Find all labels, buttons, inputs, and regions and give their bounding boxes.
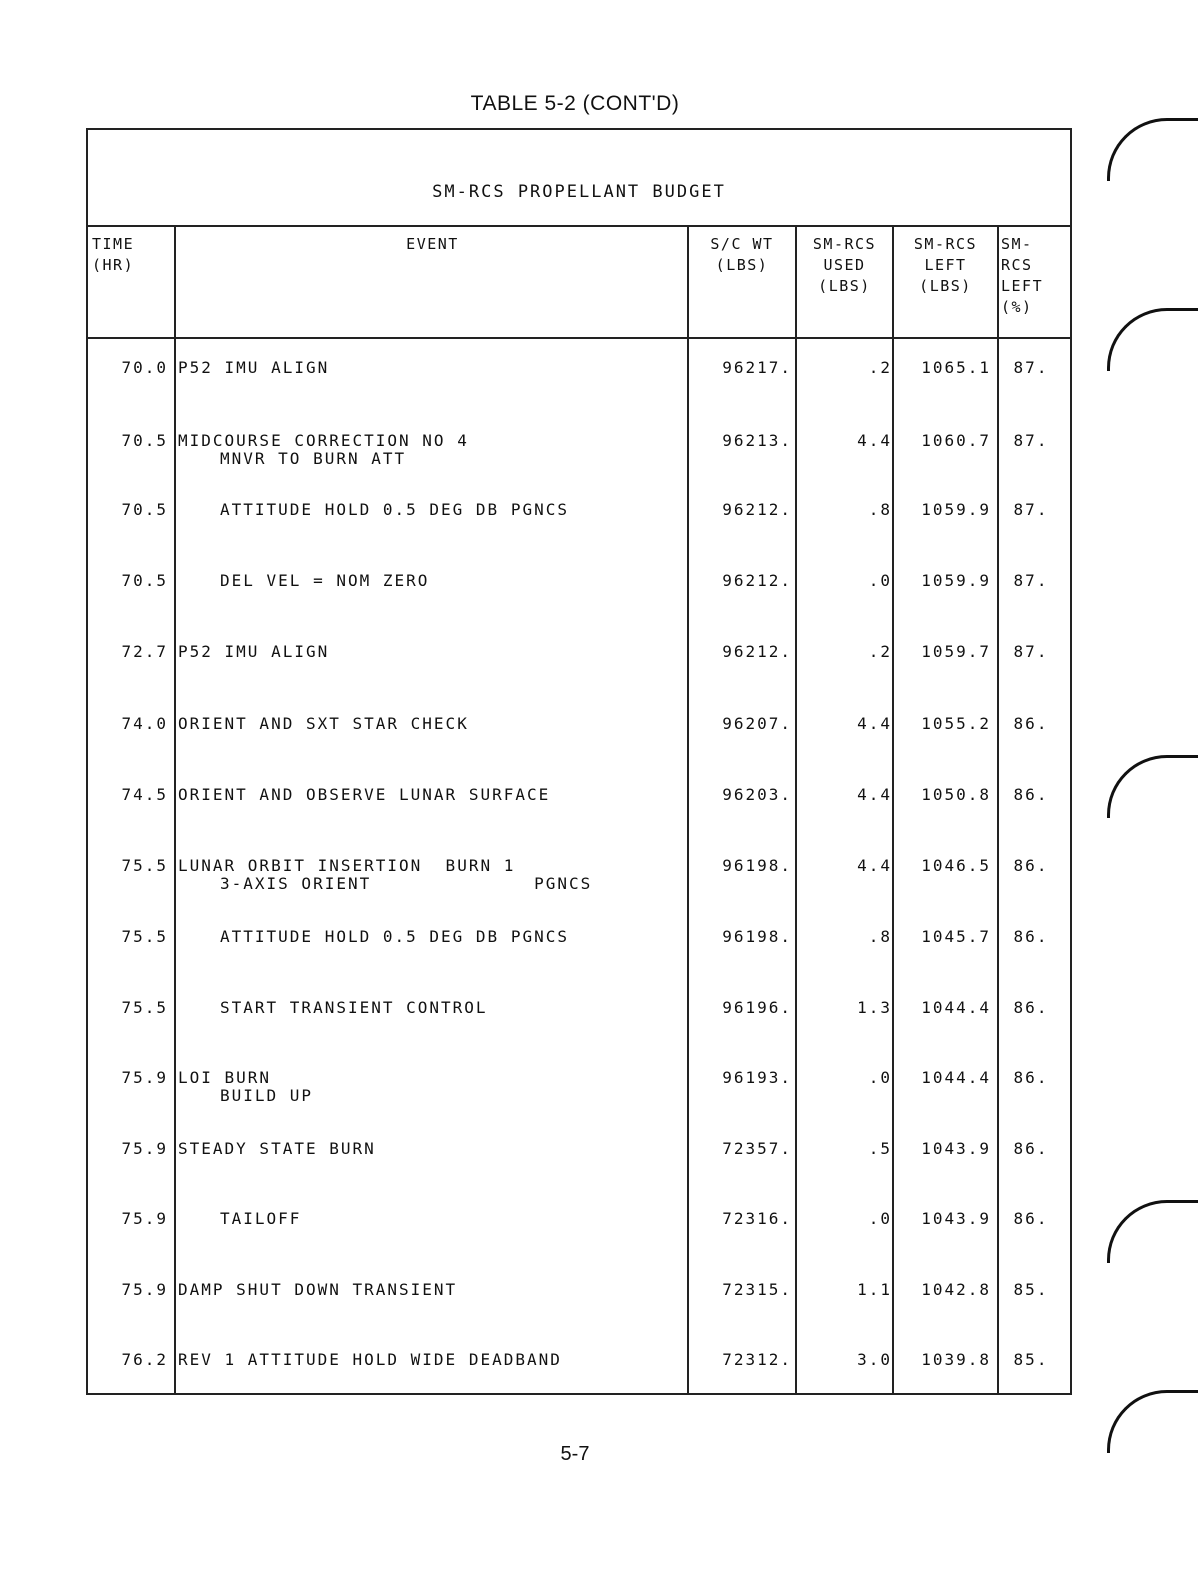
time-cell: 75.5 <box>121 927 168 946</box>
event-cell <box>178 1281 688 1299</box>
sc-weight-cell: 96193. <box>722 1068 792 1087</box>
rcs-left-pct-cell: 86. <box>1013 785 1049 804</box>
rcs-used-cell: 4.4 <box>857 714 892 733</box>
table-row <box>88 843 1070 913</box>
rcs-left-cell: 1060.7 <box>921 431 991 450</box>
sc-weight-cell: 72357. <box>722 1139 792 1158</box>
event-cell <box>178 432 688 468</box>
event-cell <box>178 359 688 377</box>
time-cell: 75.9 <box>121 1209 168 1228</box>
event-text: LUNAR ORBIT INSERTION BURN 1 <box>178 856 516 875</box>
table-row <box>88 701 1070 771</box>
rcs-used-cell: .2 <box>868 358 892 377</box>
table-row <box>88 914 1070 984</box>
header-divider <box>88 337 1070 339</box>
rcs-used-cell: .2 <box>868 642 892 661</box>
sc-weight-cell: 96212. <box>722 500 792 519</box>
table-row <box>88 985 1070 1055</box>
event-text: LOI BURN <box>178 1068 272 1087</box>
rcs-left-cell: 1044.4 <box>921 1068 991 1087</box>
propellant-budget-table <box>86 128 1072 1395</box>
sc-weight-cell: 96198. <box>722 856 792 875</box>
header-left: SM-RCS LEFT (LBS) <box>913 235 978 295</box>
time-cell: 74.5 <box>121 785 168 804</box>
event-cell <box>178 999 688 1017</box>
rcs-left-pct-cell: 86. <box>1013 714 1049 733</box>
event-text: REV 1 ATTITUDE HOLD WIDE DEADBAND <box>178 1350 562 1369</box>
time-cell: 75.5 <box>121 998 168 1017</box>
time-cell: 75.5 <box>121 856 168 875</box>
rcs-left-pct-cell: 87. <box>1013 358 1049 377</box>
page-number: 5-7 <box>560 1443 590 1465</box>
rcs-left-pct-cell: 85. <box>1013 1350 1049 1369</box>
rcs-used-cell: .8 <box>868 500 892 519</box>
rcs-left-cell: 1043.9 <box>921 1139 991 1158</box>
rcs-used-cell: .0 <box>868 571 892 590</box>
rcs-used-cell: .0 <box>868 1068 892 1087</box>
event-detail: 3-AXIS ORIENT PGNCS <box>220 874 593 893</box>
event-detail: BUILD UP <box>220 1086 314 1105</box>
time-cell: 70.5 <box>121 500 168 519</box>
table-row <box>88 1055 1070 1125</box>
sc-weight-cell: 96207. <box>722 714 792 733</box>
sc-weight-cell: 72315. <box>722 1280 792 1299</box>
event-detail: MNVR TO BURN ATT <box>220 449 407 468</box>
rcs-left-cell: 1059.9 <box>921 500 991 519</box>
event-text: DAMP SHUT DOWN TRANSIENT <box>178 1280 458 1299</box>
event-text: DEL VEL = NOM ZERO <box>220 571 430 590</box>
time-cell: 76.2 <box>121 1350 168 1369</box>
header-used: SM-RCS USED (LBS) <box>812 235 877 295</box>
event-text: P52 IMU ALIGN <box>178 358 330 377</box>
title-divider <box>88 225 1070 227</box>
event-cell <box>178 857 688 893</box>
punch-hole <box>1107 755 1198 818</box>
sc-weight-cell: 96198. <box>722 927 792 946</box>
table-row <box>88 629 1070 699</box>
event-text: ORIENT AND SXT STAR CHECK <box>178 714 469 733</box>
table-row <box>88 1337 1070 1407</box>
rcs-left-cell: 1039.8 <box>921 1350 991 1369</box>
table-title: SM-RCS PROPELLANT BUDGET <box>432 182 726 202</box>
rcs-left-cell: 1059.7 <box>921 642 991 661</box>
rcs-left-pct-cell: 87. <box>1013 571 1049 590</box>
rcs-used-cell: 3.0 <box>857 1350 892 1369</box>
rcs-left-cell: 1045.7 <box>921 927 991 946</box>
time-cell: 75.9 <box>121 1280 168 1299</box>
time-cell: 74.0 <box>121 714 168 733</box>
rcs-used-cell: 1.1 <box>857 1280 892 1299</box>
table-row <box>88 418 1070 488</box>
event-cell <box>178 643 688 661</box>
header-event: EVENT <box>406 235 459 253</box>
event-text: TAILOFF <box>220 1209 302 1228</box>
sc-weight-cell: 96213. <box>722 431 792 450</box>
rcs-left-cell: 1050.8 <box>921 785 991 804</box>
event-cell <box>178 1210 688 1228</box>
event-cell <box>178 1069 688 1105</box>
punch-hole <box>1107 118 1198 181</box>
event-text: MIDCOURSE CORRECTION NO 4 <box>178 431 469 450</box>
time-cell: 70.5 <box>121 431 168 450</box>
rcs-left-cell: 1044.4 <box>921 998 991 1017</box>
header-time: TIME (HR) <box>92 235 135 274</box>
time-cell: 70.5 <box>121 571 168 590</box>
sc-weight-cell: 96203. <box>722 785 792 804</box>
rcs-used-cell: .0 <box>868 1209 892 1228</box>
table-row <box>88 1267 1070 1337</box>
rcs-left-pct-cell: 86. <box>1013 1068 1049 1087</box>
punch-hole <box>1107 308 1198 371</box>
event-cell <box>178 1140 688 1158</box>
rcs-used-cell: 4.4 <box>857 785 892 804</box>
event-text: ATTITUDE HOLD 0.5 DEG DB PGNCS <box>220 500 569 519</box>
rcs-left-cell: 1065.1 <box>921 358 991 377</box>
punch-hole <box>1107 1200 1198 1263</box>
event-cell <box>178 715 688 733</box>
event-cell <box>178 786 688 804</box>
table-row <box>88 1126 1070 1196</box>
header-pct: SM- RCS LEFT (%) <box>1001 235 1044 316</box>
sc-weight-cell: 96217. <box>722 358 792 377</box>
rcs-left-pct-cell: 87. <box>1013 500 1049 519</box>
sc-weight-cell: 96196. <box>722 998 792 1017</box>
header-sc-wt: S/C WT (LBS) <box>710 235 774 274</box>
rcs-left-cell: 1046.5 <box>921 856 991 875</box>
rcs-used-cell: 1.3 <box>857 998 892 1017</box>
event-text: ORIENT AND OBSERVE LUNAR SURFACE <box>178 785 551 804</box>
rcs-left-pct-cell: 87. <box>1013 431 1049 450</box>
table-row <box>88 558 1070 628</box>
time-cell: 75.9 <box>121 1139 168 1158</box>
rcs-left-pct-cell: 87. <box>1013 642 1049 661</box>
rcs-left-cell: 1059.9 <box>921 571 991 590</box>
event-text: P52 IMU ALIGN <box>178 642 330 661</box>
table-row <box>88 487 1070 557</box>
page-title: TABLE 5-2 (CONT'D) <box>470 92 680 115</box>
time-cell: 70.0 <box>121 358 168 377</box>
event-cell <box>178 1351 688 1369</box>
rcs-left-cell: 1043.9 <box>921 1209 991 1228</box>
table-row <box>88 1196 1070 1266</box>
sc-weight-cell: 72316. <box>722 1209 792 1228</box>
event-text: START TRANSIENT CONTROL <box>220 998 488 1017</box>
sc-weight-cell: 96212. <box>722 642 792 661</box>
rcs-left-cell: 1055.2 <box>921 714 991 733</box>
table-row <box>88 345 1070 415</box>
time-cell: 75.9 <box>121 1068 168 1087</box>
event-cell <box>178 928 688 946</box>
rcs-left-pct-cell: 85. <box>1013 1280 1049 1299</box>
rcs-left-pct-cell: 86. <box>1013 927 1049 946</box>
event-cell <box>178 572 688 590</box>
table-row <box>88 772 1070 842</box>
event-text: ATTITUDE HOLD 0.5 DEG DB PGNCS <box>220 927 569 946</box>
event-text: STEADY STATE BURN <box>178 1139 376 1158</box>
rcs-used-cell: 4.4 <box>857 856 892 875</box>
time-cell: 72.7 <box>121 642 168 661</box>
rcs-left-pct-cell: 86. <box>1013 1209 1049 1228</box>
rcs-left-cell: 1042.8 <box>921 1280 991 1299</box>
rcs-used-cell: .5 <box>868 1139 892 1158</box>
sc-weight-cell: 96212. <box>722 571 792 590</box>
sc-weight-cell: 72312. <box>722 1350 792 1369</box>
event-cell <box>178 501 688 519</box>
rcs-used-cell: 4.4 <box>857 431 892 450</box>
rcs-used-cell: .8 <box>868 927 892 946</box>
rcs-left-pct-cell: 86. <box>1013 1139 1049 1158</box>
rcs-left-pct-cell: 86. <box>1013 856 1049 875</box>
rcs-left-pct-cell: 86. <box>1013 998 1049 1017</box>
